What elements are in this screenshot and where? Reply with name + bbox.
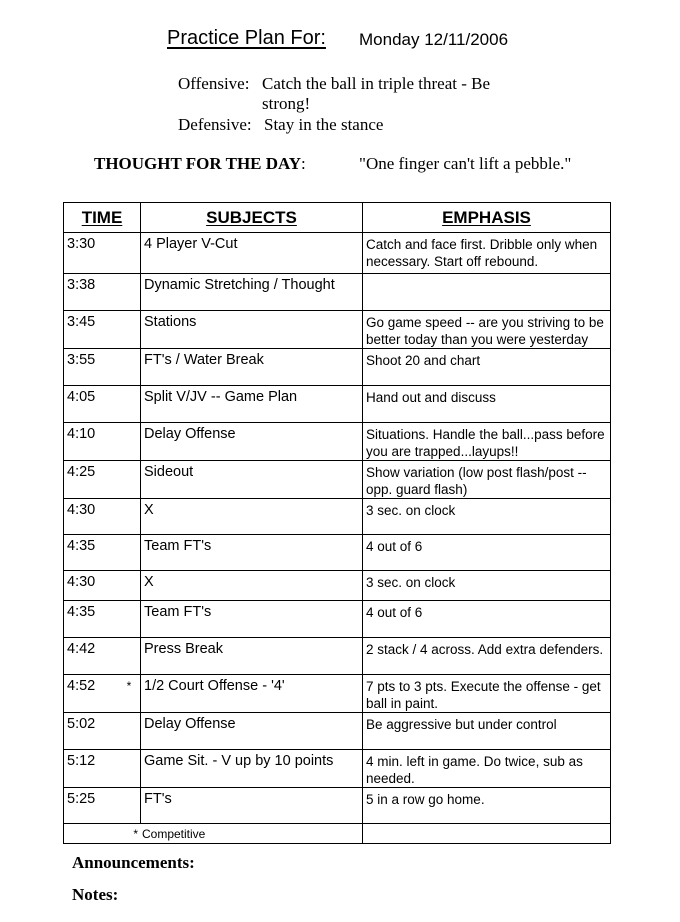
time-cell (64, 386, 141, 423)
time-value: 5:25 (67, 791, 96, 807)
emphasis-cell: Go game speed -- are you striving to be better today than you were yesterday (363, 311, 611, 349)
time-cell (64, 461, 141, 499)
time-value: 4:05 (67, 389, 96, 405)
title-row (0, 27, 680, 57)
time-cell (64, 675, 141, 713)
subject-cell: Press Break (141, 638, 363, 675)
subject-cell: Game Sit. - V up by 10 points (141, 750, 363, 788)
table-row (64, 274, 611, 311)
time-value: 4:35 (67, 604, 96, 620)
table-row (64, 601, 611, 638)
time-cell (64, 349, 141, 386)
footnote-empty-cell (363, 824, 611, 844)
emphasis-cell: 2 stack / 4 across. Add extra defenders. (363, 638, 611, 675)
subject-cell: Sideout (141, 461, 363, 499)
time-cell (64, 535, 141, 571)
table-row (64, 461, 611, 499)
offensive-label: Offensive: (178, 74, 250, 93)
time-cell (64, 571, 141, 601)
emphasis-cell: 3 sec. on clock (363, 499, 611, 535)
offensive-text-line1: Catch the ball in triple threat - Be (262, 74, 491, 93)
time-cell (64, 601, 141, 638)
time-cell (64, 713, 141, 750)
emphasis-cell: Show variation (low post flash/post -- opp. guard flash) (363, 461, 611, 499)
thought-label (94, 154, 306, 174)
time-value: 4:35 (67, 538, 96, 554)
practice-date: Monday 12/11/2006 (359, 30, 509, 49)
table-row (64, 750, 611, 788)
time-cell (64, 499, 141, 535)
emphasis-cell: Be aggressive but under control (363, 713, 611, 750)
announcements-label: Announcements: (72, 853, 195, 872)
emphasis-cell: 3 sec. on clock (363, 571, 611, 601)
header-time-label: TIME (81, 207, 123, 227)
time-cell (64, 788, 141, 824)
emphasis-cell: 4 out of 6 (363, 601, 611, 638)
table-row (64, 386, 611, 423)
page-title: Practice Plan For: (167, 27, 326, 49)
footnote-row (64, 824, 611, 844)
competitive-mark: * (126, 679, 132, 693)
subject-cell: FT's / Water Break (141, 349, 363, 386)
notes-label: Notes: (72, 885, 119, 904)
emphasis-cell: Shoot 20 and chart (363, 349, 611, 386)
subject-cell: X (141, 499, 363, 535)
defensive-label: Defensive: (178, 115, 252, 134)
table-header-row (64, 203, 611, 233)
subject-cell: Split V/JV -- Game Plan (141, 386, 363, 423)
footnote-text: Competitive (142, 827, 206, 841)
time-value: 3:30 (67, 236, 96, 252)
time-value: 3:45 (67, 314, 96, 330)
defensive-text: Stay in the stance (264, 115, 384, 134)
emphasis-cell: Catch and face first. Dribble only when necessary. Start off rebound. (363, 233, 611, 274)
thought-label-text: THOUGHT FOR THE DAY (94, 154, 302, 173)
time-value: 5:02 (67, 716, 96, 732)
practice-schedule-table (63, 202, 611, 844)
subject-cell: FT's (141, 788, 363, 824)
offensive-text-line2: strong! (262, 94, 311, 113)
table-row (64, 233, 611, 274)
subject-cell: Delay Offense (141, 713, 363, 750)
time-value: 3:38 (67, 277, 96, 293)
table-row (64, 535, 611, 571)
time-value: 4:52 (67, 678, 96, 694)
emphasis-cell: 4 min. left in game. Do twice, sub as needed. (363, 750, 611, 788)
table-body (64, 233, 611, 844)
time-cell (64, 311, 141, 349)
subject-cell: Dynamic Stretching / Thought (141, 274, 363, 311)
emphasis-cell (363, 274, 611, 311)
emphasis-cell: Hand out and discuss (363, 386, 611, 423)
table-row (64, 311, 611, 349)
subject-cell: Stations (141, 311, 363, 349)
table-row (64, 638, 611, 675)
table-row (64, 349, 611, 386)
subject-cell: X (141, 571, 363, 601)
time-cell (64, 274, 141, 311)
time-value: 5:12 (67, 753, 96, 769)
time-cell (64, 233, 141, 274)
header-time (64, 203, 141, 233)
time-value: 3:55 (67, 352, 96, 368)
subject-cell: 1/2 Court Offense - '4' (141, 675, 363, 713)
header-subjects-label: SUBJECTS (206, 207, 297, 227)
footnote-star: * (133, 827, 138, 841)
subject-cell: Delay Offense (141, 423, 363, 461)
subject-cell: Team FT's (141, 601, 363, 638)
table-row (64, 713, 611, 750)
time-value: 4:25 (67, 464, 96, 480)
thought-colon: : (301, 154, 306, 173)
header-emphasis-label: EMPHASIS (442, 207, 531, 227)
emphasis-cell: 5 in a row go home. (363, 788, 611, 824)
time-cell (64, 750, 141, 788)
table-row (64, 788, 611, 824)
emphasis-cell: 4 out of 6 (363, 535, 611, 571)
table-row (64, 423, 611, 461)
time-value: 4:10 (67, 426, 96, 442)
emphasis-cell: 7 pts to 3 pts. Execute the offense - get ball in paint. (363, 675, 611, 713)
header-subjects (141, 203, 363, 233)
subject-cell: Team FT's (141, 535, 363, 571)
table-row (64, 499, 611, 535)
time-cell (64, 638, 141, 675)
time-value: 4:42 (67, 641, 96, 657)
thought-quote: "One finger can't lift a pebble." (359, 154, 572, 173)
time-value: 4:30 (67, 502, 96, 518)
time-cell (64, 423, 141, 461)
table-row (64, 571, 611, 601)
footnote-cell (64, 824, 363, 844)
emphasis-cell: Situations. Handle the ball...pass before you are trapped...layups!! (363, 423, 611, 461)
time-value: 4:30 (67, 574, 96, 590)
subject-cell: 4 Player V-Cut (141, 233, 363, 274)
table-row (64, 675, 611, 713)
header-emphasis (363, 203, 611, 233)
